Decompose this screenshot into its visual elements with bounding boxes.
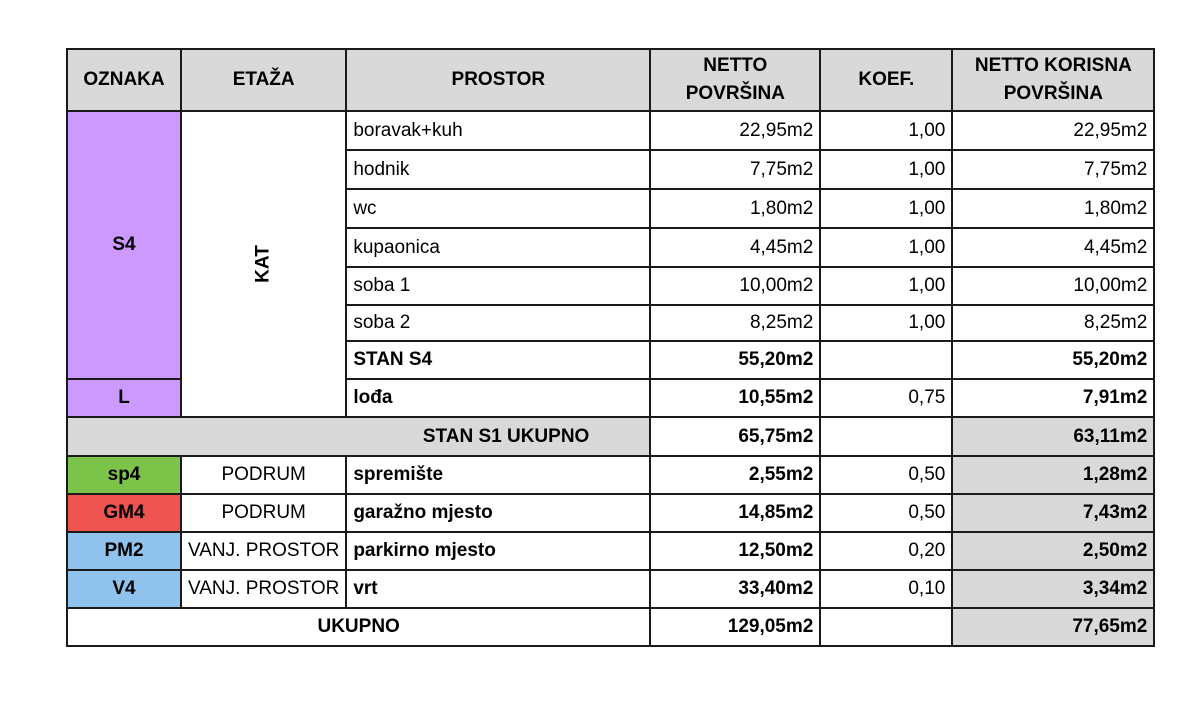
room-name: garažno mjesto (346, 494, 650, 532)
koef-value: 0,50 (820, 494, 952, 532)
korisna-value: 7,43m2 (952, 494, 1154, 532)
table-row (67, 570, 1154, 608)
korisna-value: 7,75m2 (952, 150, 1154, 189)
header-netto-line2: POVRŠINA (685, 83, 785, 104)
header-netto (650, 49, 820, 111)
korisna-value: 7,91m2 (952, 379, 1154, 417)
netto-value: 14,85m2 (650, 494, 820, 532)
table-row (67, 456, 1154, 494)
netto-value: 22,95m2 (650, 111, 820, 150)
korisna-value: 22,95m2 (952, 111, 1154, 150)
netto-value: 2,55m2 (650, 456, 820, 494)
netto-value: 4,45m2 (650, 228, 820, 267)
koef-value: 1,00 (820, 189, 952, 228)
netto-value: 1,80m2 (650, 189, 820, 228)
grand-total-label: UKUPNO (67, 608, 650, 646)
unit-code-sp4: sp4 (67, 456, 181, 494)
korisna-value: 1,80m2 (952, 189, 1154, 228)
netto-value: 10,00m2 (650, 267, 820, 305)
table-row (67, 532, 1154, 570)
koef-value: 0,75 (820, 379, 952, 417)
koef-value: 0,20 (820, 532, 952, 570)
koef-value: 0,10 (820, 570, 952, 608)
floor-label-kat: KAT (252, 245, 274, 283)
grand-total-row (67, 608, 1154, 646)
floor-cell-kat (181, 111, 346, 417)
room-name: kupaonica (346, 228, 650, 267)
subtotal-korisna: 55,20m2 (952, 341, 1154, 379)
room-name: boravak+kuh (346, 111, 650, 150)
grand-total-koef-empty (820, 608, 952, 646)
header-koef: KOEF. (820, 49, 952, 111)
subtotal-label: STAN S4 (346, 341, 650, 379)
unit-code-v4: V4 (67, 570, 181, 608)
grand-total-korisna: 77,65m2 (952, 608, 1154, 646)
unit-code-gm4: GM4 (67, 494, 181, 532)
stan-total-netto: 65,75m2 (650, 417, 820, 456)
unit-code-s4: S4 (67, 111, 181, 379)
header-prostor: PROSTOR (346, 49, 650, 111)
table-row (67, 111, 1154, 150)
room-name: soba 2 (346, 305, 650, 341)
korisna-value: 4,45m2 (952, 228, 1154, 267)
unit-code-pm2: PM2 (67, 532, 181, 570)
room-name: spremište (346, 456, 650, 494)
header-netto-line1: NETTO (703, 55, 768, 76)
korisna-value: 2,50m2 (952, 532, 1154, 570)
floor-label: VANJ. PROSTOR (181, 570, 346, 608)
header-korisna-line2: POVRŠINA (1003, 83, 1103, 104)
floor-label: PODRUM (181, 494, 346, 532)
header-korisna-line1: NETTO KORISNA (974, 55, 1132, 76)
room-name: vrt (346, 570, 650, 608)
header-etaza: ETAŽA (181, 49, 346, 111)
header-korisna (952, 49, 1154, 111)
table-row (67, 494, 1154, 532)
room-name: parkirno mjesto (346, 532, 650, 570)
netto-value: 10,55m2 (650, 379, 820, 417)
korisna-value: 8,25m2 (952, 305, 1154, 341)
stan-total-koef-empty (820, 417, 952, 456)
area-table (66, 48, 1155, 647)
unit-code-l: L (67, 379, 181, 417)
koef-value: 1,00 (820, 267, 952, 305)
floor-label: VANJ. PROSTOR (181, 532, 346, 570)
korisna-value: 10,00m2 (952, 267, 1154, 305)
header-oznaka: OZNAKA (67, 49, 181, 111)
netto-value: 7,75m2 (650, 150, 820, 189)
koef-value: 0,50 (820, 456, 952, 494)
koef-value: 1,00 (820, 150, 952, 189)
stan-total-label: STAN S1 UKUPNO (67, 417, 650, 456)
netto-value: 12,50m2 (650, 532, 820, 570)
floor-label: PODRUM (181, 456, 346, 494)
subtotal-netto: 55,20m2 (650, 341, 820, 379)
koef-value: 1,00 (820, 305, 952, 341)
stan-total-korisna: 63,11m2 (952, 417, 1154, 456)
koef-value: 1,00 (820, 111, 952, 150)
room-name: lođa (346, 379, 650, 417)
netto-value: 33,40m2 (650, 570, 820, 608)
room-name: hodnik (346, 150, 650, 189)
subtotal-koef-empty (820, 341, 952, 379)
netto-value: 8,25m2 (650, 305, 820, 341)
header-row (67, 49, 1154, 111)
korisna-value: 1,28m2 (952, 456, 1154, 494)
room-name: wc (346, 189, 650, 228)
grand-total-netto: 129,05m2 (650, 608, 820, 646)
korisna-value: 3,34m2 (952, 570, 1154, 608)
koef-value: 1,00 (820, 228, 952, 267)
stan-total-row (67, 417, 1154, 456)
room-name: soba 1 (346, 267, 650, 305)
